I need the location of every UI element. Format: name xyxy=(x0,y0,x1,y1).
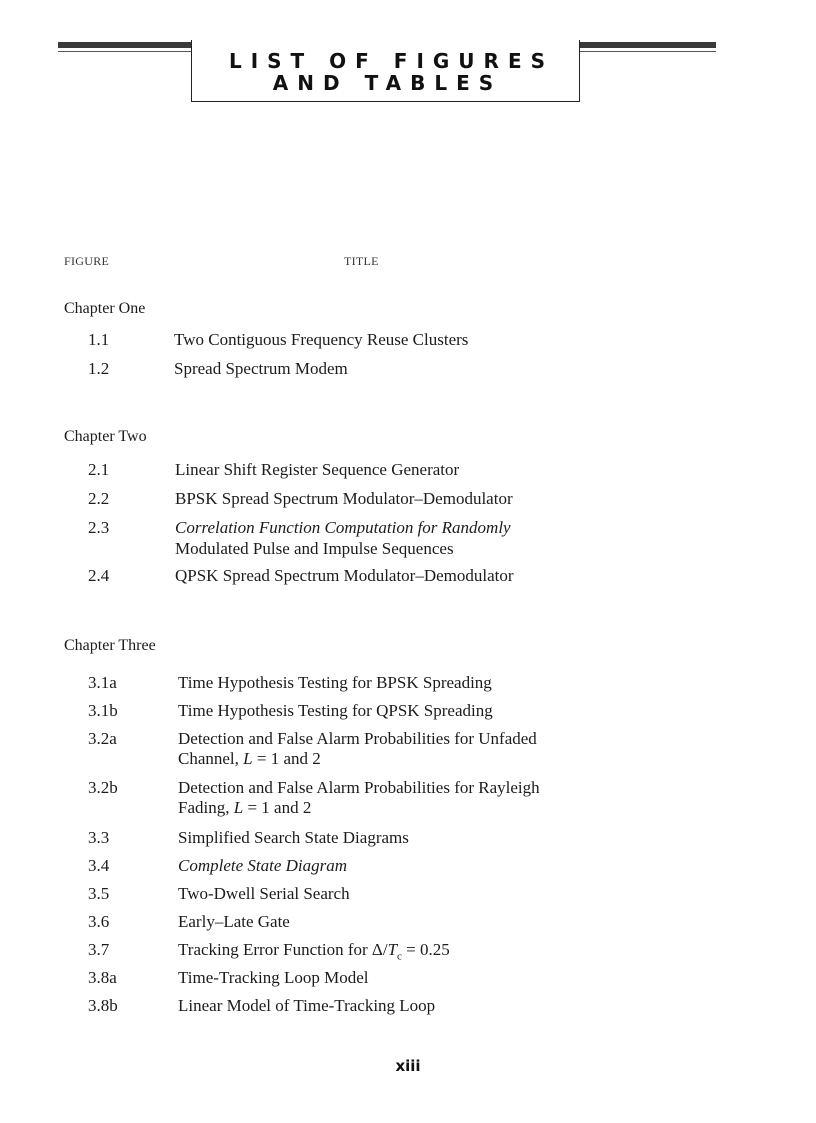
figure-number: 3.7 xyxy=(88,940,110,959)
figure-title: QPSK Spread Spectrum Modulator–Demodulator xyxy=(175,566,514,585)
figure-number: 3.2b xyxy=(88,778,118,797)
figure-title: Complete State Diagram xyxy=(178,856,348,875)
figure-number: 3.4 xyxy=(88,856,110,875)
header-rule-left xyxy=(58,42,192,48)
header-rule-right xyxy=(579,42,716,48)
column-header-title: TITLE xyxy=(344,254,379,268)
figure-title-continued: Fading, L = 1 and 2 xyxy=(178,798,312,817)
figure-title: Correlation Function Computation for Randomly xyxy=(175,518,511,537)
figure-title: Spread Spectrum Modem xyxy=(174,359,348,378)
figure-title: Two-Dwell Serial Search xyxy=(178,884,350,903)
figure-number: 3.1a xyxy=(88,673,117,692)
figure-title: Detection and False Alarm Probabilities for Unfaded xyxy=(178,729,537,748)
figure-title: Time-Tracking Loop Model xyxy=(178,968,369,987)
figure-title: Two Contiguous Frequency Reuse Clusters xyxy=(174,330,469,349)
figure-number: 3.2a xyxy=(88,729,117,748)
figure-number: 3.1b xyxy=(88,701,118,720)
figure-number: 3.8a xyxy=(88,968,117,987)
figure-number: 3.8b xyxy=(88,996,118,1015)
figure-number: 1.1 xyxy=(88,330,110,349)
figure-number: 3.6 xyxy=(88,912,110,931)
figure-title: Early–Late Gate xyxy=(178,912,290,931)
chapter-heading-one: Chapter One xyxy=(64,300,146,317)
page-title-line-1: LIST OF FIGURES xyxy=(228,49,555,73)
figure-title: Detection and False Alarm Probabilities for Rayleigh xyxy=(178,778,540,797)
chapter-heading-three: Chapter Three xyxy=(64,637,156,654)
figure-title: Time Hypothesis Testing for BPSK Spreading xyxy=(178,673,492,692)
page-title-line-2: AND TABLES xyxy=(272,71,503,95)
figure-title-continued: Channel, L = 1 and 2 xyxy=(178,749,321,768)
column-header-figure: FIGURE xyxy=(64,254,110,268)
figure-number: 3.5 xyxy=(88,884,110,903)
figure-title: Linear Shift Register Sequence Generator xyxy=(175,460,460,479)
figure-number: 3.3 xyxy=(88,828,110,847)
figure-number: 2.1 xyxy=(88,460,110,479)
figure-title: Simplified Search State Diagrams xyxy=(178,828,409,847)
figure-title-continued: Modulated Pulse and Impulse Sequences xyxy=(175,539,454,558)
figure-title: BPSK Spread Spectrum Modulator–Demodulator xyxy=(175,489,513,508)
figure-number: 1.2 xyxy=(88,359,110,378)
chapter-heading-two: Chapter Two xyxy=(64,428,147,445)
title-box xyxy=(191,40,580,102)
figure-number: 2.3 xyxy=(88,518,110,537)
page-number: xiii xyxy=(395,1057,421,1075)
figure-title: Linear Model of Time-Tracking Loop xyxy=(178,996,436,1015)
figure-number: 2.4 xyxy=(88,566,110,585)
figure-title: Time Hypothesis Testing for QPSK Spreading xyxy=(178,701,493,720)
figure-number: 2.2 xyxy=(88,489,110,508)
figure-title: Tracking Error Function for $\Delta/T_c = 0.25$ xyxy=(178,940,450,963)
